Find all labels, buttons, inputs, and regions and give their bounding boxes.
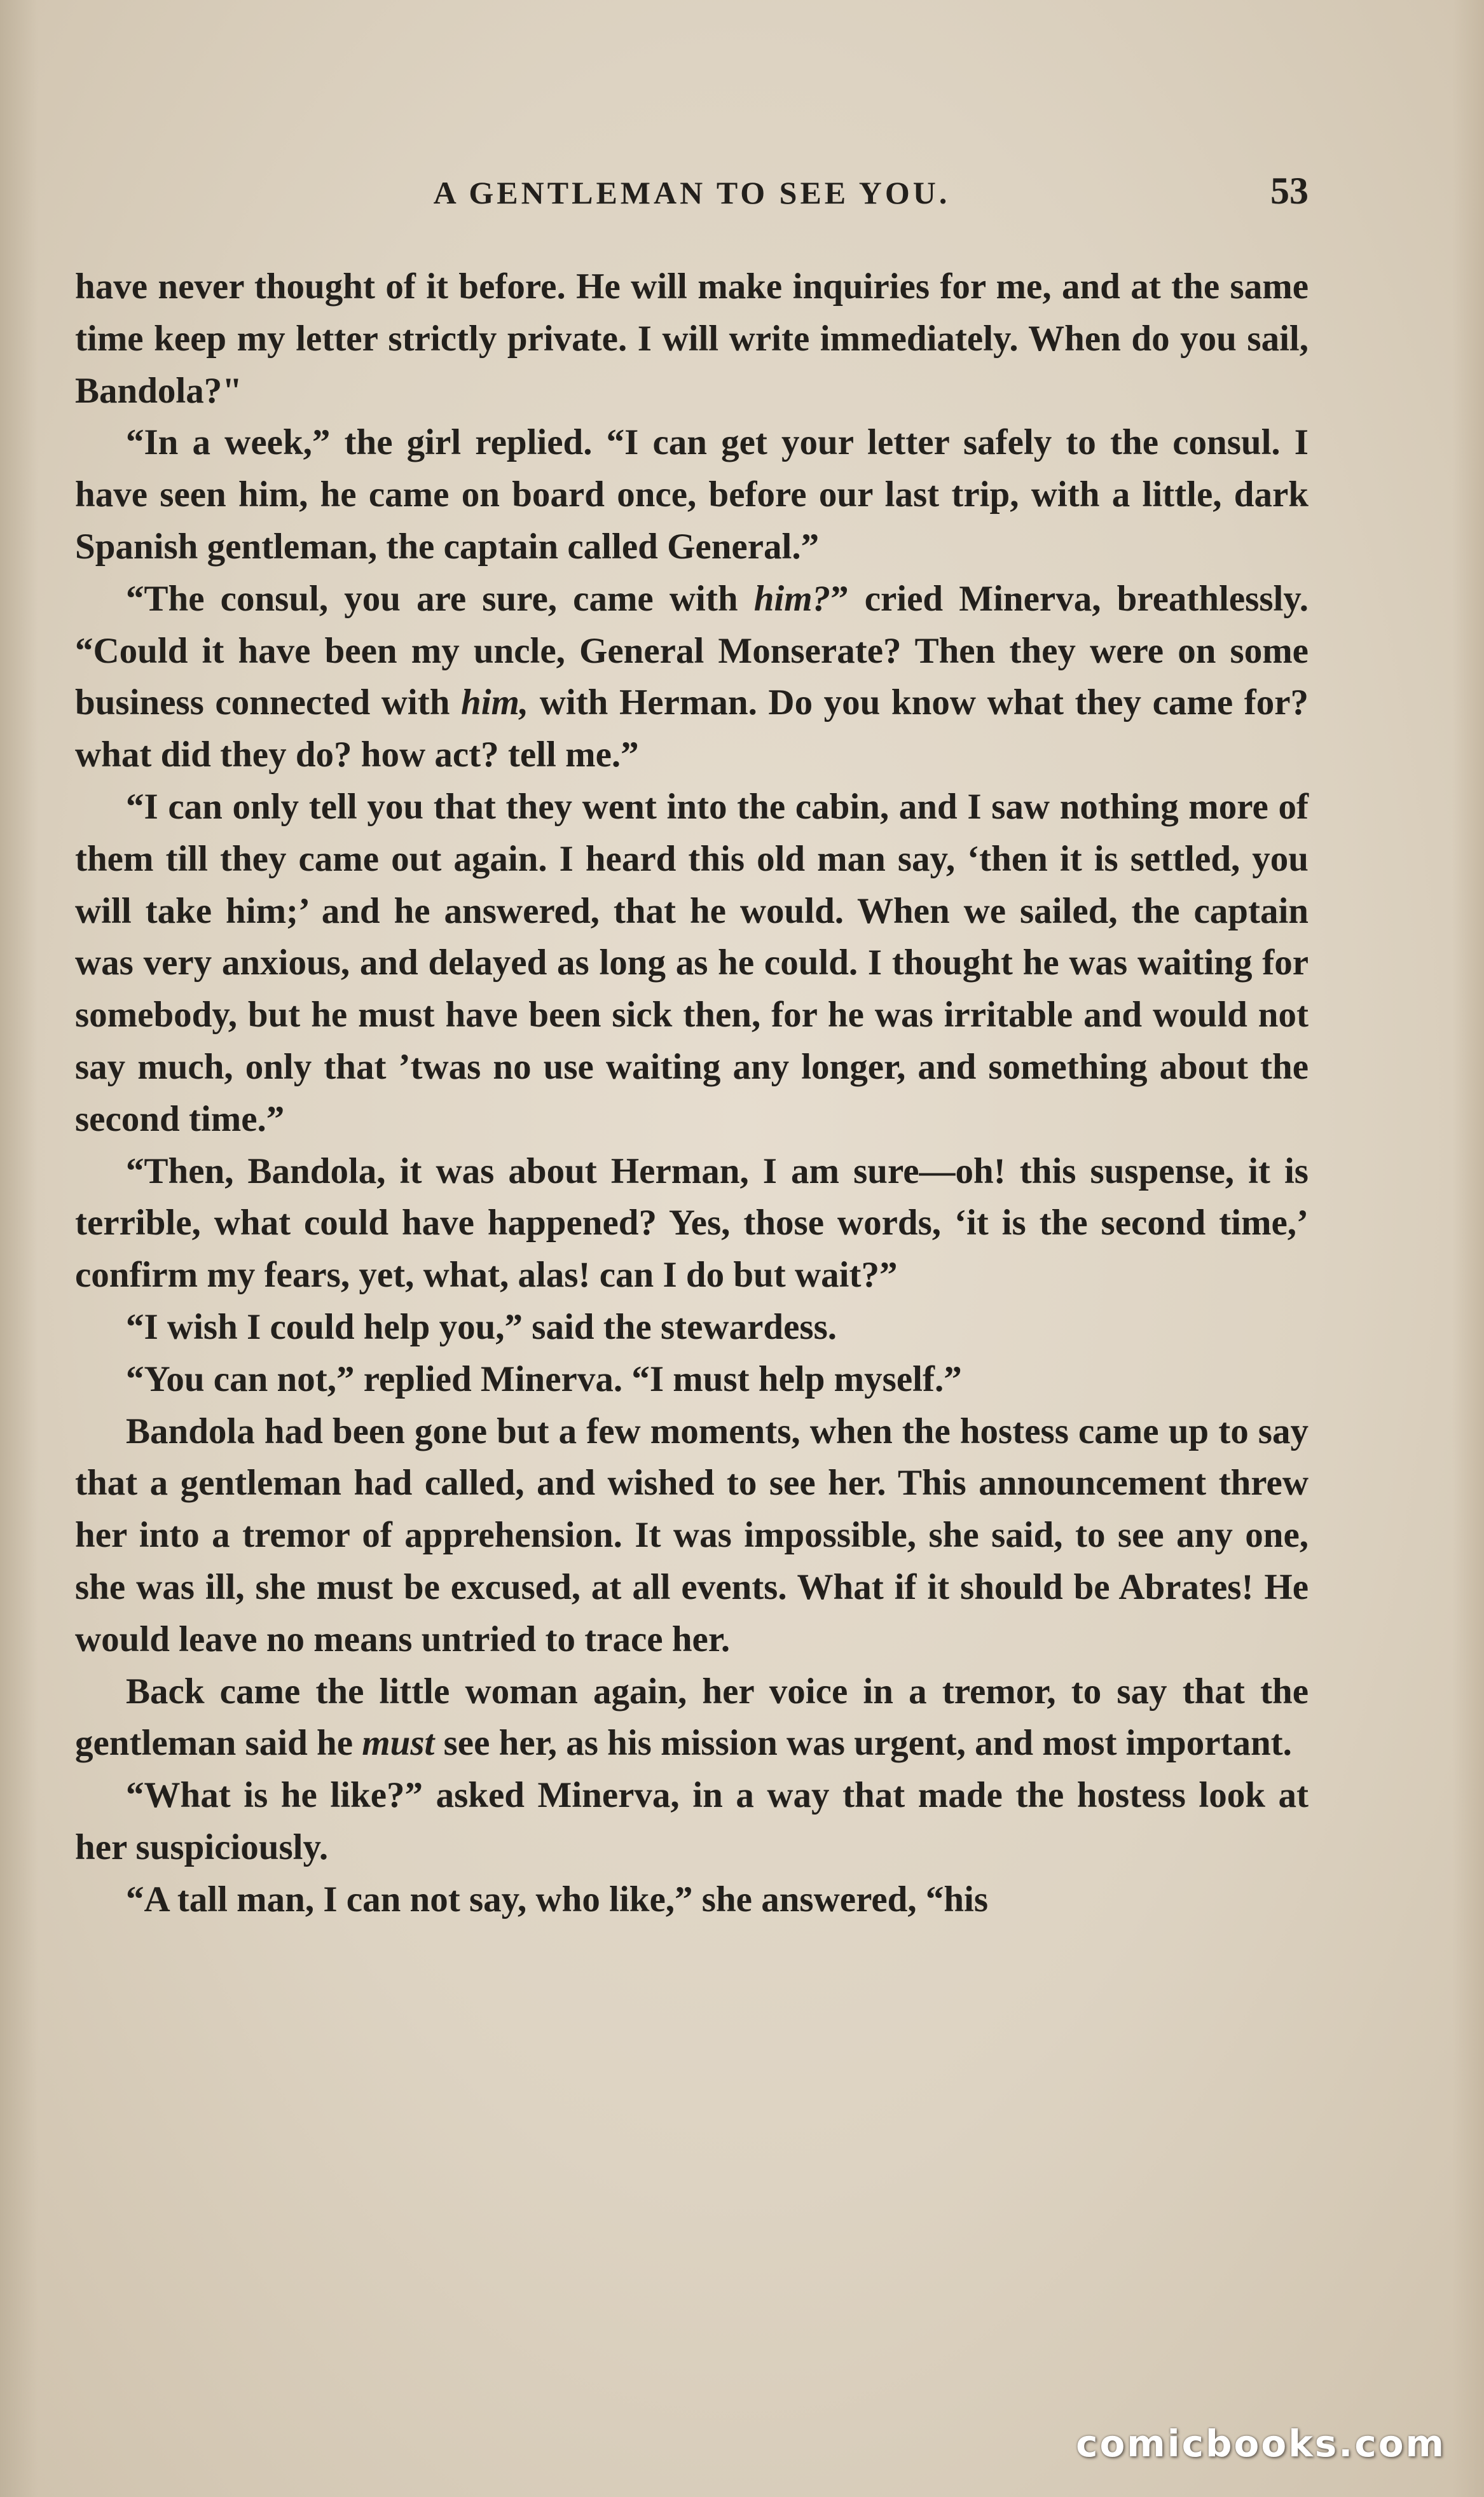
paragraph	[75, 781, 1309, 1145]
paragraph	[75, 1406, 1309, 1666]
running-title: A GENTLEMAN TO SEE YOU.	[433, 175, 951, 211]
text-run: “What is he like?” asked Minerva, in a way that made the hostess look at her suspiciously.	[75, 1775, 1309, 1867]
italic-text: him,	[461, 682, 529, 723]
paragraph	[75, 1874, 1309, 1926]
text-run: have never thought of it before. He will make inquiries for me, and at the same time keep my letter strictly private. I will write immediately. When do you sail, Bandola?"	[75, 266, 1309, 411]
running-header	[75, 167, 1309, 224]
page-number: 53	[1270, 170, 1309, 212]
page-shadow-left	[0, 0, 38, 2497]
text-run: ” cried Minerva, breathlessly. “Could it have been my uncle, General Monserate? Then they were on some business connected with	[75, 578, 1309, 723]
paragraph	[75, 1769, 1309, 1874]
paragraph	[75, 417, 1309, 572]
page-body	[75, 261, 1309, 1926]
text-run: see her, as his mission was urgent, and most important.	[434, 1723, 1292, 1764]
paragraph	[75, 1353, 1309, 1406]
italic-text: must	[362, 1723, 435, 1764]
watermark: comicbooks.com	[1076, 2422, 1446, 2465]
text-run: “The consul, you are sure, came with	[126, 578, 754, 619]
paragraph	[75, 1301, 1309, 1353]
page-shadow-right	[1452, 0, 1484, 2497]
paragraph	[75, 261, 1309, 417]
paragraph	[75, 1666, 1309, 1770]
text-run: Back came the little woman again, her voice in a tremor, to say that the gentleman said he	[75, 1671, 1309, 1764]
text-run: “A tall man, I can not say, who like,” she answered, “his	[126, 1879, 989, 1919]
text-run: Bandola had been gone but a few moments, when the hostess came up to say that a gentleman had called, and wished to see her. This announcement threw her into a tremor of apprehension. It was impossible, she said, to see any one, she was ill, she must be excused, at all events. What if it should be Abrates! He would leave no means untried to trace her.	[75, 1411, 1309, 1659]
text-run: “I wish I could help you,” said the stewardess.	[126, 1306, 837, 1347]
text-run: “Then, Bandola, it was about Herman, I am sure—oh! this suspense, it is terrible, what could have happened? Yes, those words, ‘it is the second time,’ confirm my fears, yet, what, alas! can I do but wait?”	[75, 1151, 1309, 1296]
paragraph	[75, 1145, 1309, 1301]
text-run: “You can not,” replied Minerva. “I must help myself.”	[126, 1359, 962, 1399]
italic-text: him?	[753, 578, 831, 619]
text-run: with Herman. Do you know what they came for? what did they do? how act? tell me.”	[75, 682, 1309, 775]
text-run: “I can only tell you that they went into the cabin, and I saw nothing more of them till they came out again. I heard this old man say, ‘then it is settled, you will take him;’ and he answered, that he would. When we sailed, the captain was very anxious, and delayed as long as he could. I thought he was waiting for somebody, but he must have been sick then, for he was irritable and would not say much, only that ’twas no use waiting any longer, and something about the second time.”	[75, 786, 1309, 1139]
paragraph	[75, 573, 1309, 781]
text-run: “In a week,” the girl replied. “I can get your letter safely to the consul. I have seen him, he came on board once, before our last trip, with a little, dark Spanish gentleman, the captain called General.”	[75, 422, 1309, 567]
